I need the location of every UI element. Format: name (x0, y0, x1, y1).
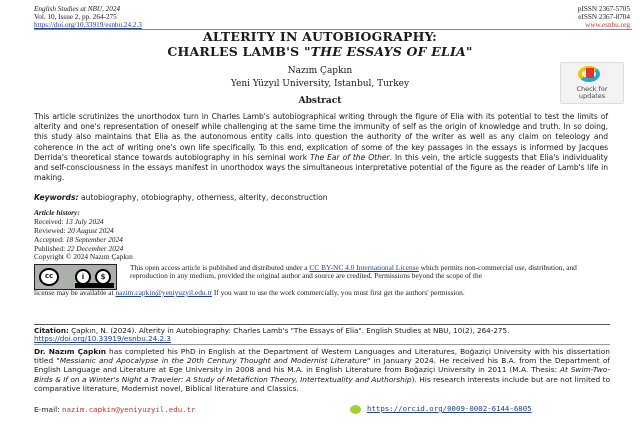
journal-name: English Studies at NBU, 2024 (34, 5, 121, 13)
copyright-notice: Copyright © 2024 Nazım Çapkın (34, 252, 133, 261)
badge-line-2: updates (578, 92, 606, 100)
pissn: pISSN 2367-5705 (577, 5, 630, 13)
abstract-heading: Abstract (298, 96, 342, 106)
history-item-date: 13 July 2024 (65, 217, 104, 226)
attribution-icon: i (75, 269, 91, 285)
citation-bottom-divider (34, 344, 610, 345)
history-received (34, 217, 123, 226)
history-label: Article history: (34, 208, 80, 217)
title-line-2-italic: "THE ESSAYS OF ELIA" (303, 43, 473, 59)
eissn: eISSN 2367-8704 (578, 13, 630, 22)
issn-header (578, 5, 630, 30)
license-text-4: If you want to use the work commercially, you must first get the authors' permission. (211, 288, 465, 297)
history-accepted (34, 235, 123, 244)
bio-text-b: in January 2024. He received his B.A. from the Department of English Language and Literature at Ege University in 2008 and his M.A. in English Literature from Boğaziçi University in 2011 (M.A. Thesis: (34, 356, 610, 375)
cc-license-badge[interactable] (34, 264, 117, 290)
bio-dissertation-title: "Messianic and Apocalypse in the 20th Century Thought and Modernist Literature" (56, 356, 371, 366)
crossmark-bookmark-icon (586, 68, 594, 78)
website-link[interactable]: www.esnbu.org (585, 21, 630, 30)
license-text-3: license may be available at (34, 288, 116, 297)
author-email-link[interactable]: nazim.capkin@yeniyuzyil.edu.tr (115, 288, 212, 297)
article-history (34, 208, 123, 253)
doi-link[interactable]: https://doi.org/10.33919/esnbu.24.2.3 (34, 21, 142, 30)
bio-thesis-title: At Swim-Two-Birds & If on a Winter's Night a Traveler: A Study of Metafiction Theory, Intertextuality and Authorship (34, 365, 610, 384)
license-text-continued (34, 289, 610, 297)
license-text-1: This open access article is published and distributed under a (130, 263, 310, 272)
cc-license-link[interactable]: CC BY-NC 4.0 International License (309, 263, 419, 272)
article-title (0, 30, 640, 59)
abstract-cited-work: The Ear of the Other (310, 152, 390, 162)
history-item-date: 22 December 2024 (67, 244, 124, 253)
orcid (350, 404, 532, 414)
keywords (34, 193, 328, 202)
journal-header (34, 5, 142, 30)
history-reviewed (34, 226, 123, 235)
citation-text: Çapkın, N. (2024). Alterity in Autobiography: Charles Lamb's "The Essays of Elia". English Studies at NBU, 10(2), 264-275. (68, 326, 510, 335)
email-label: E-mail: (34, 405, 63, 414)
bio-author-name: Dr. Nazım Çapkın (34, 347, 107, 356)
title-line-2 (0, 45, 640, 60)
citation (34, 327, 610, 343)
citation-label: Citation: (34, 326, 69, 335)
history-item-date: 20 August 2024 (67, 226, 114, 235)
cc-icon: cc (39, 268, 59, 286)
contact-email (34, 405, 196, 414)
keywords-value: autobiography, otobiography, otherness, alterity, deconstruction (78, 193, 328, 202)
title-line-1: ALTERITY IN AUTOBIOGRAPHY: (203, 29, 437, 44)
bio-text-c: ). His research interests include but are not limited to comparative literature, Modernist novel, Biblical literature and Classics. (34, 374, 610, 393)
abstract-text-a: This article scrutinizes the unorthodox turn in Charles Lamb's autobiographical writing through the figure of Elia with its potential to test the limits of alterity and one's representation of oneself while challenging at the same time the immunity of self as the origin of knowledge and truth. In so doing, this study also maintains that Elia as the autonomous entity calls into question the authority of the writer as well as any claim on teleology and coherence in the act of writing one's own life specifically. To this end, explication of some of the key passages in the essays is informed by Jacques Derrida's theoretical stance towards autobiography in his seminal work (34, 112, 608, 162)
email-link[interactable]: nazim.capkin@yeniyuzyil.edu.tr (62, 405, 196, 414)
badge-line-1: Check for (576, 85, 608, 93)
license-text (130, 264, 610, 281)
author-bio (34, 347, 610, 393)
title-line-2-prefix: CHARLES LAMB'S (167, 43, 304, 59)
history-item-date: 18 September 2024 (65, 235, 123, 244)
abstract-text-b: . In this vein, the article suggests that Elia's individuality and self-consciousness in the essays manifest in unorthodox ways the simultaneous interpretative potential of the figure as the reader of Lamb's life in making. (34, 152, 608, 183)
noncommercial-icon: $ (95, 269, 111, 285)
history-item-label: Reviewed: (34, 226, 68, 235)
author-name: Nazım Çapkın (287, 66, 353, 76)
abstract-body (34, 112, 608, 183)
bio-text-a: has completed his PhD in English at the Department of Western Languages and Literatures, Boğaziçi University with his dissertation titled (34, 347, 610, 366)
history-item-label: Received: (34, 217, 66, 226)
author-affiliation: Yeni Yüzyıl University, Istanbul, Turkey (230, 79, 410, 89)
history-item-label: Accepted: (34, 235, 66, 244)
license-text-2: which permits non-commercial use, distribution, and reproduction in any medium, provided the original author and source are credited. Permissions beyond the scope of the (130, 263, 577, 281)
journal-volume: Vol. 10, Issue 2, pp. 264-275 (34, 13, 117, 22)
orcid-link[interactable]: https://orcid.org/0009-0002-6144-6805 (367, 404, 532, 413)
keywords-label: Keywords: (34, 193, 79, 202)
orcid-icon (350, 405, 361, 414)
citation-doi-link[interactable]: https://doi.org/10.33919/esnbu.24.2.3 (34, 334, 171, 344)
history-item-label: Published: (34, 244, 68, 253)
citation-top-divider (34, 324, 610, 325)
